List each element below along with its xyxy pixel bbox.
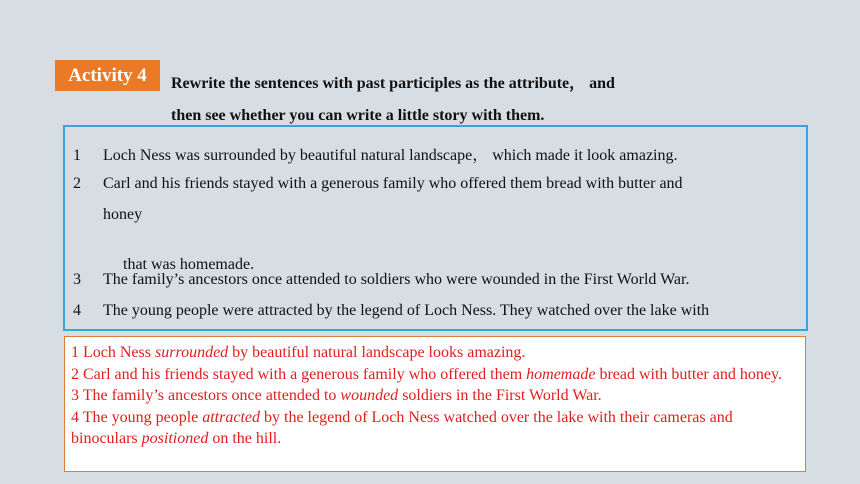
answer-participle: wounded xyxy=(340,387,399,404)
answer-participle: homemade xyxy=(526,365,596,383)
sentence-number: 2 xyxy=(73,175,81,192)
sentence-text: The family’s ancestors once attended to soldiers who were wounded in the First World War. xyxy=(103,271,690,288)
answer-line xyxy=(71,385,799,407)
answer-participle: attracted xyxy=(202,408,260,426)
instruction-line-1: Rewrite the sentences with past participles as the attribute， and xyxy=(171,75,615,92)
sentence-text: Loch Ness was surrounded by beautiful natural landscape， which made it look amazing. xyxy=(103,147,678,164)
activity-badge: Activity 4 xyxy=(55,60,160,91)
answer-text: soldiers in the First World War. xyxy=(398,387,602,404)
answer-text: bread with butter and honey. xyxy=(595,365,782,383)
answer-text: 3 The family’s ancestors once attended to xyxy=(71,387,341,404)
answer-participle: positioned xyxy=(141,430,209,447)
sentence-text: honey xyxy=(103,206,143,223)
sentence-number: 1 xyxy=(73,147,81,164)
instruction-line-2: then see whether you can write a little story with them. xyxy=(171,107,545,124)
instruction-text xyxy=(171,68,791,132)
answer-line xyxy=(71,364,799,386)
answer-text: 4 The young people xyxy=(71,408,203,426)
answer-line xyxy=(71,342,799,364)
answer-participle: surrounded xyxy=(154,344,229,361)
answer-text: by beautiful natural landscape looks amazing. xyxy=(228,344,526,361)
sentence-number: 3 xyxy=(73,271,81,288)
sentence-line xyxy=(73,142,678,165)
sentence-line xyxy=(73,175,683,193)
sentence-line xyxy=(73,206,142,224)
sentence-line xyxy=(73,271,689,289)
answer-text: 2 Carl and his friends stayed with a generous family who offered them xyxy=(71,365,527,383)
answer-line xyxy=(71,407,799,450)
answer-box xyxy=(64,336,806,472)
answer-text: 1 Loch Ness xyxy=(71,344,155,361)
sentence-text: The young people were attracted by the legend of Loch Ness. They watched over the lake with xyxy=(103,302,710,319)
sentences-box xyxy=(63,125,808,331)
sentence-text: that was homemade. xyxy=(119,256,255,273)
sentence-line xyxy=(73,302,709,320)
sentence-text: Carl and his friends stayed with a generous family who offered them bread with butter and xyxy=(103,175,683,192)
answer-text: by the legend of Loch Ness watched over the lake with their cameras and binoculars xyxy=(71,408,733,447)
sentence-number: 4 xyxy=(73,302,81,319)
answer-text: on the hill. xyxy=(208,430,282,447)
